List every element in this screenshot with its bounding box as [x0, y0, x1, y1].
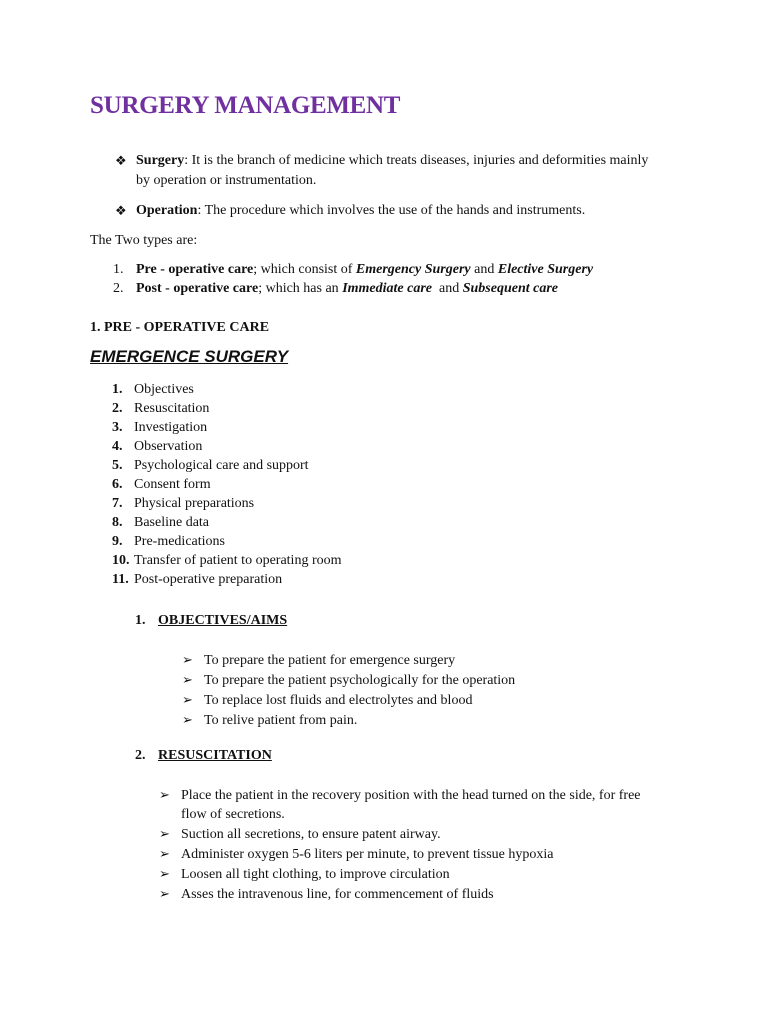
arrow-bullet-icon: ➢ [159, 787, 170, 802]
list-item: ➢ Asses the intravenous line, for commencement of fluids [159, 886, 494, 902]
arrow-bullet-icon: ➢ [159, 846, 170, 861]
type-text: ; which has an [258, 281, 343, 296]
definition-operation [115, 201, 127, 221]
list-item: 9. Pre-medications [112, 534, 225, 549]
arrow-bullet-icon: ➢ [182, 692, 193, 707]
section-heading: 1. PRE - OPERATIVE CARE [90, 320, 270, 335]
list-item: 11. Post-operative preparation [112, 572, 283, 587]
arrow-bullet-icon: ➢ [182, 712, 193, 727]
definition-term: Operation [136, 203, 198, 218]
type-sub-1: Immediate care [342, 281, 432, 296]
definition-surgery-line2: by operation or instrumentation. [136, 173, 317, 188]
diamond-bullet-icon: ❖ [115, 153, 127, 168]
list-item: ➢ Loosen all tight clothing, to improve circulation [159, 866, 450, 882]
definition-term: Surgery [136, 153, 185, 168]
list-item: ➢ To relive patient from pain. [182, 712, 358, 728]
list-item: 4. Observation [112, 439, 203, 454]
two-types-intro: The Two types are: [90, 233, 198, 248]
list-item: ➢ Suction all secretions, to ensure patent airway. [159, 826, 441, 842]
list-item: ➢ To prepare the patient for emergence surgery [182, 652, 456, 668]
type-and: and [432, 281, 463, 296]
type-item-2 [113, 279, 558, 298]
list-item: 3. Investigation [112, 420, 208, 435]
objectives-list [182, 650, 515, 730]
definition-text: : It is the branch of medicine which treats diseases, injuries and deformities mainly [184, 153, 649, 168]
list-item: ➢ To replace lost fluids and electrolytes and blood [182, 692, 473, 708]
list-item: 7. Physical preparations [112, 496, 255, 511]
definition-operation-line1 [136, 201, 585, 220]
type-name: Post - operative care [136, 281, 259, 296]
diamond-bullet-icon: ❖ [115, 203, 127, 218]
definition-surgery [115, 151, 127, 171]
resuscitation-heading: 2. RESUSCITATION [135, 748, 272, 763]
list-item: 8. Baseline data [112, 515, 210, 530]
arrow-bullet-icon: ➢ [182, 672, 193, 687]
steps-list [112, 380, 342, 589]
type-sub-2: Subsequent care [462, 281, 559, 296]
list-item-continuation: flow of secretions. [181, 807, 285, 822]
list-item: ➢ To prepare the patient psychologically for the operation [182, 672, 516, 688]
arrow-bullet-icon: ➢ [159, 886, 170, 901]
list-item: ➢ Administer oxygen 5-6 liters per minute, to prevent tissue hypoxia [159, 846, 554, 862]
page-title: SURGERY MANAGEMENT [90, 92, 401, 119]
list-item: 5. Psychological care and support [112, 458, 309, 473]
arrow-bullet-icon: ➢ [159, 866, 170, 881]
arrow-bullet-icon: ➢ [159, 826, 170, 841]
type-and: and [470, 262, 498, 277]
definition-surgery-line1 [136, 151, 648, 170]
resuscitation-list [159, 785, 641, 904]
type-sub-1: Emergency Surgery [355, 262, 471, 277]
list-item: ➢ Place the patient in the recovery position with the head turned on the side, for free [159, 787, 641, 803]
type-name: Pre - operative care [136, 262, 254, 277]
type-item-1 [113, 260, 593, 279]
type-number: 1. [113, 262, 124, 277]
objectives-heading: 1. OBJECTIVES/AIMS [135, 613, 288, 628]
list-item: 6. Consent form [112, 477, 211, 492]
emergence-surgery-heading: EMERGENCE SURGERY [90, 347, 289, 366]
definition-text: : The procedure which involves the use of the hands and instruments. [197, 203, 586, 218]
arrow-bullet-icon: ➢ [182, 652, 193, 667]
list-item: 1. Objectives [112, 382, 194, 397]
list-item: 2. Resuscitation [112, 401, 210, 416]
list-item: 10. Transfer of patient to operating room [112, 553, 342, 568]
type-sub-2: Elective Surgery [497, 262, 594, 277]
type-text: ; which consist of [253, 262, 356, 277]
type-number: 2. [113, 281, 124, 296]
